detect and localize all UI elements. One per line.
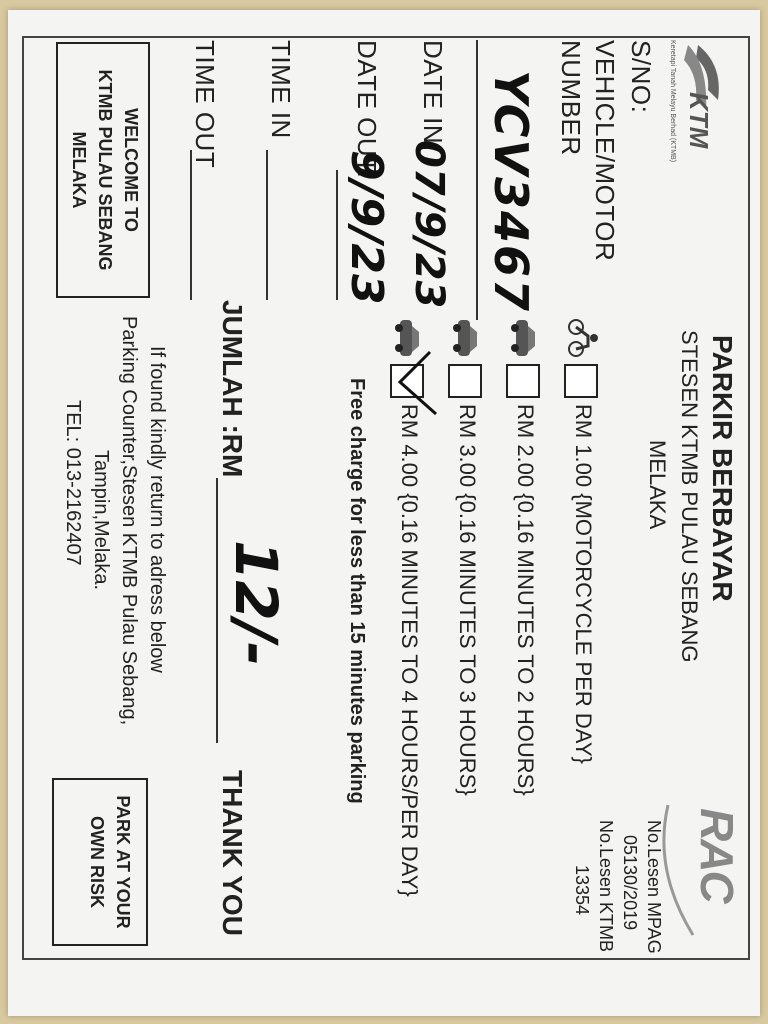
vehicle-label: VEHICLE/MOTOR xyxy=(590,40,620,262)
license-ktmb-value: 13354 xyxy=(572,865,592,916)
vehicle-number-value: YCV3467 xyxy=(484,70,538,314)
thank-you-text: THANK YOU xyxy=(217,770,248,936)
return-note-phone: TEL: 013-2162407 xyxy=(62,400,84,566)
date-in-value: 07/9/23 xyxy=(406,140,452,309)
date-in-label: DATE IN: xyxy=(418,40,448,152)
total-value: 12/- xyxy=(222,540,290,666)
ktm-logo xyxy=(663,40,728,163)
rate-text-4: RM 4.00 {0.16 MINUTES TO 4 HOURS/PER DAY} xyxy=(397,404,422,897)
ktm-logo-text: KTM xyxy=(684,92,714,149)
return-note-line-2: Parking Counter,Stesen KTMB Pulau Sebang, xyxy=(118,316,140,726)
time-out-label: TIME OUT xyxy=(190,40,220,169)
rate-checkbox-2[interactable] xyxy=(506,364,540,398)
own-risk-line-2: OWN RISK xyxy=(87,816,107,908)
rate-text-2: RM 2.00 {0.16 MINUTES TO 2 HOURS} xyxy=(513,404,538,796)
time-in-label: TIME IN xyxy=(266,40,296,139)
rate-row-2h xyxy=(502,318,542,918)
own-risk-line-1: PARK AT YOUR xyxy=(113,795,133,929)
rate-checkbox-1[interactable] xyxy=(564,364,598,398)
motorcycle-icon xyxy=(566,318,600,358)
time-out-underline xyxy=(190,150,192,300)
time-in-underline xyxy=(266,150,268,300)
vehicle-label-2: NUMBER xyxy=(556,40,586,156)
station-name: STESEN KTMB PULAU SEBANG xyxy=(677,330,702,663)
car-icon xyxy=(508,318,538,358)
station-city: MELAKA xyxy=(645,440,670,530)
date-out-underline xyxy=(336,170,338,300)
welcome-box xyxy=(56,42,150,298)
rate-text-3: RM 3.00 {0.16 MINUTES TO 3 HOURS} xyxy=(455,404,480,796)
free-charge-note: Free charge for less than 15 minutes parking xyxy=(346,378,368,804)
total-underline xyxy=(216,478,218,743)
own-risk-box xyxy=(52,778,148,946)
rate-row-motorcycle xyxy=(560,318,600,918)
rac-logo: RAC xyxy=(691,808,743,902)
rate-text-1: RM 1.00 {MOTORCYCLE PER DAY} xyxy=(571,404,596,764)
date-out-value: 9/9/23 xyxy=(341,150,392,305)
rate-checkbox-3[interactable] xyxy=(448,364,482,398)
rate-row-3h xyxy=(444,318,484,918)
welcome-line-1: WELCOME TO xyxy=(121,108,141,232)
license-mpag-value: 05130/2019 xyxy=(620,835,640,931)
sn-label: S/NO: xyxy=(626,40,656,114)
total-label: JUMLAH :RM xyxy=(217,300,248,478)
license-mpag-label: No.Lesen MPAG xyxy=(644,820,664,954)
page-title: PARKIR BERBAYAR xyxy=(707,335,738,602)
license-ktmb-label: No.Lesen KTMB xyxy=(596,820,616,953)
welcome-line-3: MELAKA xyxy=(69,131,89,209)
return-note-line-1: If found kindly return to adress below xyxy=(146,346,168,673)
welcome-line-2: KTMB PULAU SEBANG xyxy=(95,69,115,271)
date-out-label: DATE OUT: xyxy=(352,40,382,179)
return-note-line-3: Tampin,Melaka. xyxy=(90,450,112,591)
rate-row-4h xyxy=(386,318,426,958)
rac-logo-swoosh-icon xyxy=(658,800,698,940)
ktm-logo-subtext: Keretapi Tanah Melayu Berhad (KTMB) xyxy=(669,40,676,163)
car-icon xyxy=(450,318,480,358)
vehicle-underline xyxy=(476,40,478,320)
